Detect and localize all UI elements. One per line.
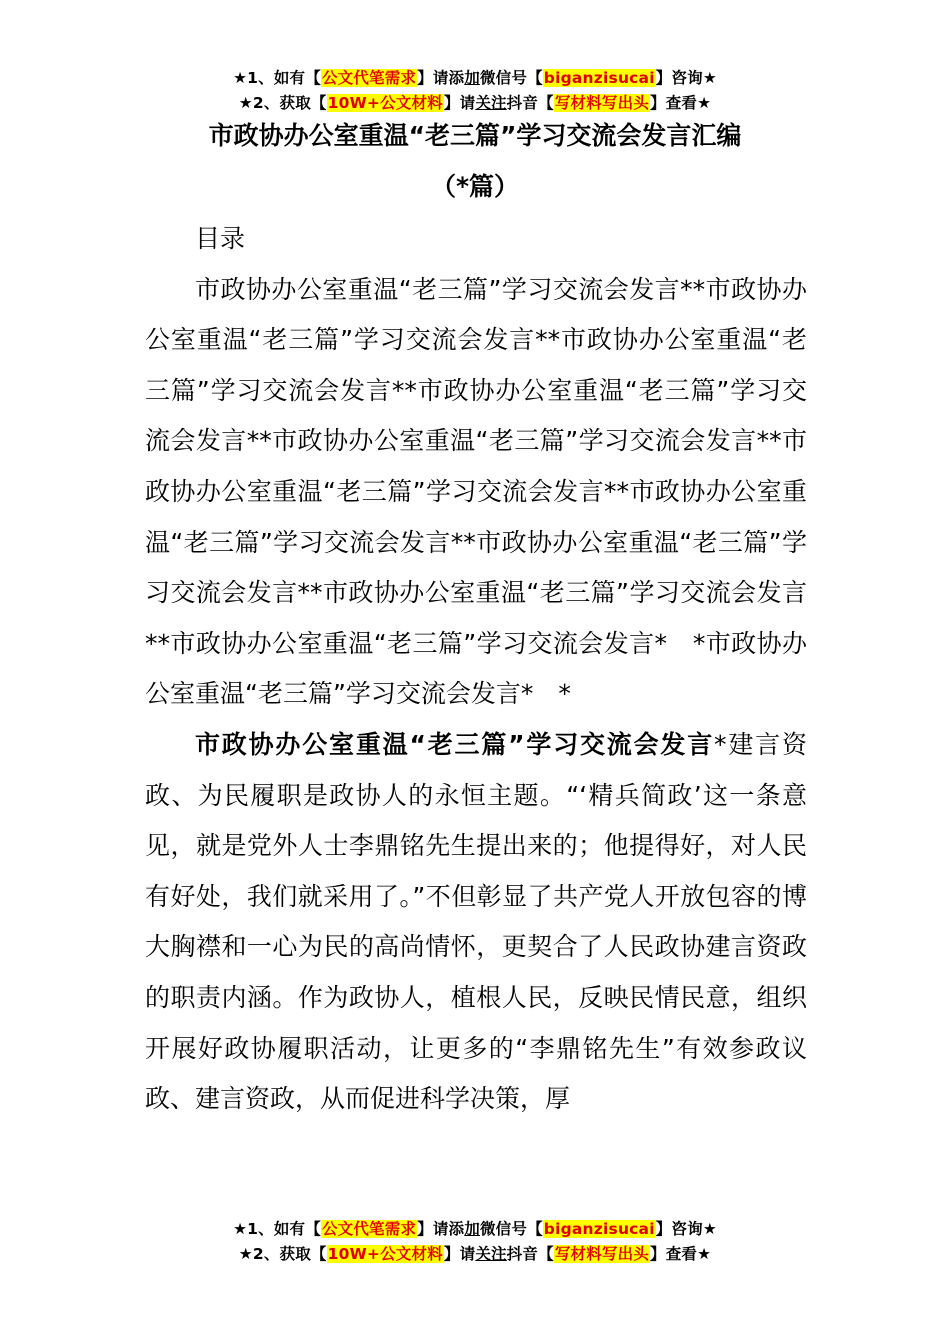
wechat-id-highlight: biganzisucai	[543, 1220, 655, 1238]
section-body: *建言资政、为民履职是政协人的永恒主题。“‘精兵简政’这一条意见，就是党外人士李鼎铭先生提出来的；他提得好，对人民有好处，我们就采用了。”不但彰显了共产党人开放包容的博大胸襟和一心为民的高尚情怀，更契合了人民政协建言资政的职责内涵。作为政协人，植根人民，反映民情民意，组织开展好政协履职活动，让更多的“李鼎铭先生”有效参政议政、建言资政，从而促进科学决策，厚	[145, 729, 807, 1114]
toc-heading: 目录	[195, 224, 246, 253]
document-title: 市政协办公室重温“老三篇”学习交流会发言汇编	[208, 121, 742, 150]
wechat-id-highlight: biganzisucai	[543, 69, 655, 87]
section-title: 市政协办公室重温“老三篇”学习交流会发言	[195, 729, 715, 759]
banner-line-2: ★2、获取【10W+公文材料】请关注抖音【写材料写出头】查看★	[238, 1245, 712, 1263]
section-paragraph	[145, 720, 807, 1125]
banner-highlight: 公文代笔需求	[321, 69, 417, 87]
banner-highlight: 公文代笔需求	[321, 1220, 417, 1238]
bottom-banner	[0, 1217, 950, 1267]
top-banner	[0, 66, 950, 116]
douyin-id-highlight: 写材料写出头	[554, 1245, 650, 1263]
banner-line-1: ★1、如有【公文代笔需求】请添加微信号【biganzisucai】咨询★	[233, 1220, 717, 1238]
document-subtitle: （*篇）	[430, 172, 520, 201]
banner-line-1: ★1、如有【公文代笔需求】请添加微信号【biganzisucai】咨询★	[233, 69, 717, 87]
banner-highlight: 10W+公文材料	[327, 94, 443, 112]
toc-text: 市政协办公室重温“老三篇”学习交流会发言**市政协办公室重温“老三篇”学习交流会发言**市政协办公室重温“老三篇”学习交流会发言**市政协办公室重温“老三篇”学习交流会发言**市政协办公室重温“老三篇”学习交流会发言**市政协办公室重温“老三篇”学习交流会发言**市政协办公室重温“老三篇”学习交流会发言**市政协办公室重温“老三篇”学习交流会发言**市政协办公室重温“老三篇”学习交流会发言**市政协办公室重温“老三篇”学习交流会发言* *市政协办公室重温“老三篇”学习交流会发言* *	[145, 274, 807, 709]
banner-line-2: ★2、获取【10W+公文材料】请关注抖音【写材料写出头】查看★	[238, 94, 712, 112]
douyin-id-highlight: 写材料写出头	[554, 94, 650, 112]
banner-highlight: 10W+公文材料	[327, 1245, 443, 1263]
document-body	[145, 214, 807, 1125]
